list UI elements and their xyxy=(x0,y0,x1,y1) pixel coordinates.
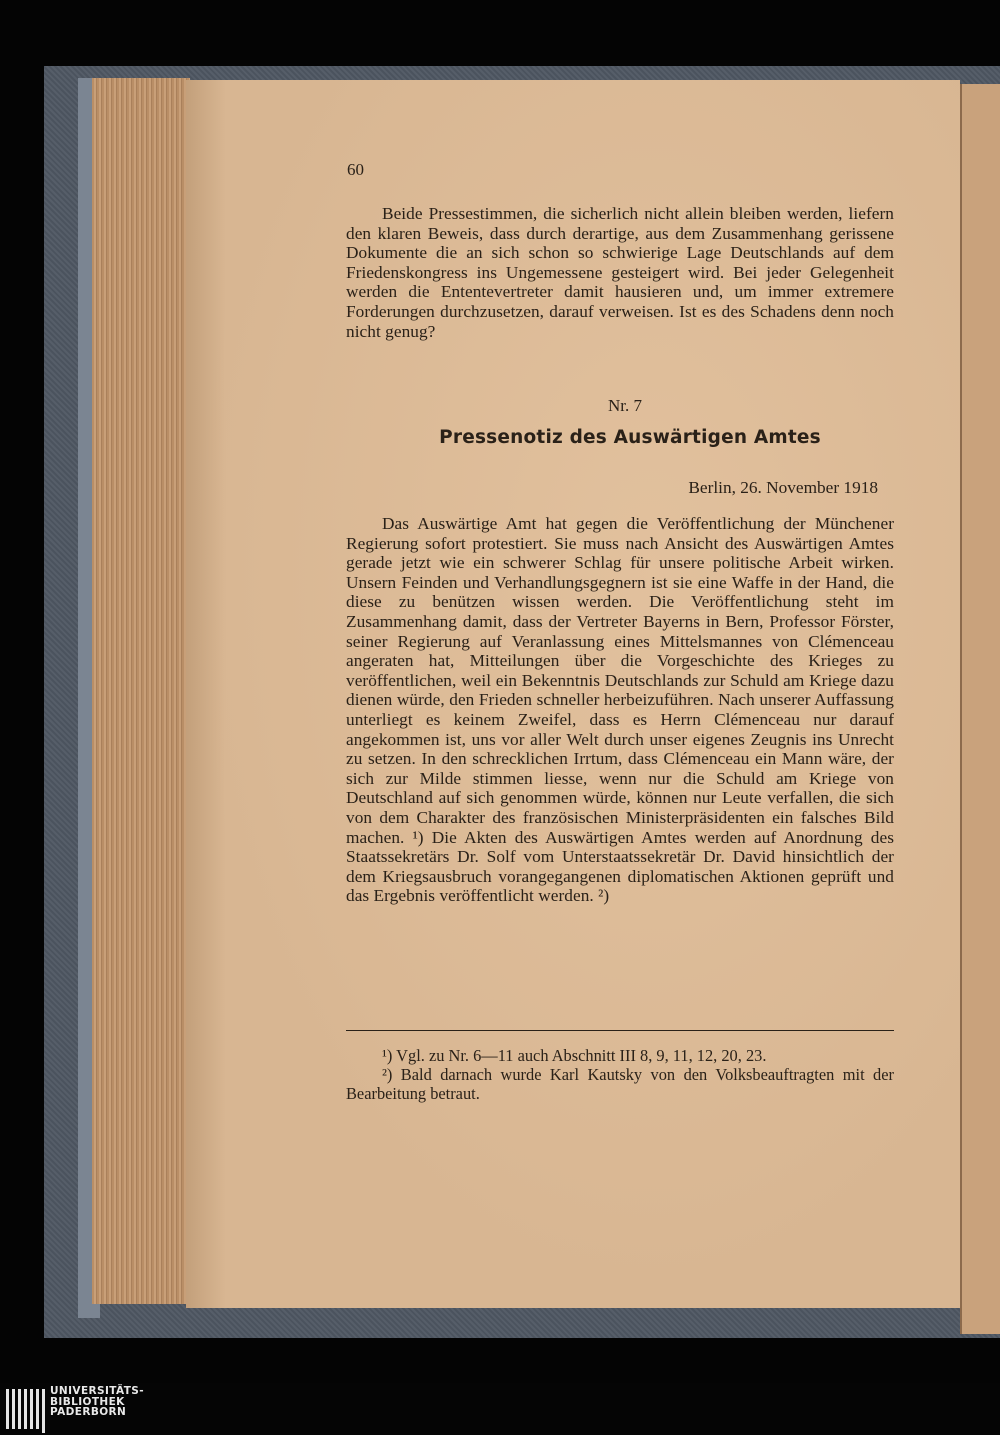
footnotes xyxy=(346,1047,894,1103)
facing-page-edge xyxy=(960,84,1000,1334)
main-paragraph xyxy=(346,514,894,906)
library-logo-text xyxy=(50,1386,144,1418)
footnote-divider xyxy=(346,1030,894,1031)
document-title: Pressenotiz des Auswärtigen Amtes xyxy=(439,427,821,448)
page-edges xyxy=(92,78,190,1304)
footnote-1: ¹) Vgl. zu Nr. 6—11 auch Abschnitt III 8, 9, 11, 12, 20, 23. xyxy=(382,1046,767,1065)
barcode-stripes-icon xyxy=(6,1389,46,1433)
document-number: Nr. 7 xyxy=(608,396,642,415)
main-paragraph-text: Das Auswärtige Amt hat gegen die Veröffentlichung der Münchener Regierung sofort protestiert. Sie muss nach Ansicht des Auswärtigen Amtes gerade jetzt wie ein schwerer Schlag für unsere politische Arbeit wirken. Unsern Feinden und Verhandlungsgegnern ist sie eine Waffe in der Hand, die diese zu benützen wissen werden. Die Veröffentlichung steht im Zusammenhang damit, dass der Vertreter Bayerns in Bern, Professor Förster, seiner Regierung auf Veranlassung eines Mittelsmannes von Clémenceau angeraten hat, Mitteilungen über die Vorgeschichte des Krieges zu veröffentlichen, weil ein Bekenntnis Deutschlands zur Schuld am Kriege dazu dienen würde, den Frieden schneller herbeizuführen. Nach unserer Auffassung unterliegt es keinem Zweifel, dass es Herrn Clémenceau nur darauf angekommen ist, uns vor aller Welt durch unser eigenes Zeugnis ins Unrecht zu setzen. In den schrecklichen Irrtum, dass Clémenceau ein Mann wäre, der sich zur Milde stimmen liesse, wenn nur die Schuld am Kriege von Deutschland auf sich genommen würde, können nur Leute verfallen, die sich von dem Charakter des französischen Ministerpräsidenten ein falsches Bild machen. ¹) Die Akten des Auswärtigen Amtes werden auf Anordnung des Staatssekretärs Dr. Solf vom Unterstaatssekretär Dr. David hinsichtlich der dem Kriegsausbruch vorangegangenen diplomatischen Aktionen geprüft und das Ergebnis veröffentlicht werden. ²) xyxy=(346,514,894,906)
logo-line-1: UNIVERSITÄTS- xyxy=(50,1385,145,1397)
logo-line-3: PADERBORN xyxy=(50,1406,127,1419)
logo-line-2: BIBLIOTHEK xyxy=(50,1395,125,1408)
dateline: Berlin, 26. November 1918 xyxy=(688,478,878,497)
intro-paragraph xyxy=(346,204,894,341)
intro-paragraph-text: Beide Pressestimmen, die sicherlich nicht allein bleiben werden, liefern den klaren Beweis, dass durch derartige, aus dem Zusammenhang gerissene Dokumente die an sich schon so schwierige Lage Deutschlands auf dem Friedenskongress ins Ungemessene gesteigert wird. Bei jeder Gelegenheit werden die Ententevertreter damit hausieren und, um immer extremere Forderungen durchzusetzen, darauf verweisen. Ist es des Schadens denn noch nicht genug? xyxy=(346,204,894,341)
footnote-2: ²) Bald darnach wurde Karl Kautsky von den Volksbeauftragten mit der Bearbeitung betraut. xyxy=(346,1064,894,1103)
library-footer xyxy=(0,1383,1000,1435)
page-number: 60 xyxy=(347,160,364,179)
